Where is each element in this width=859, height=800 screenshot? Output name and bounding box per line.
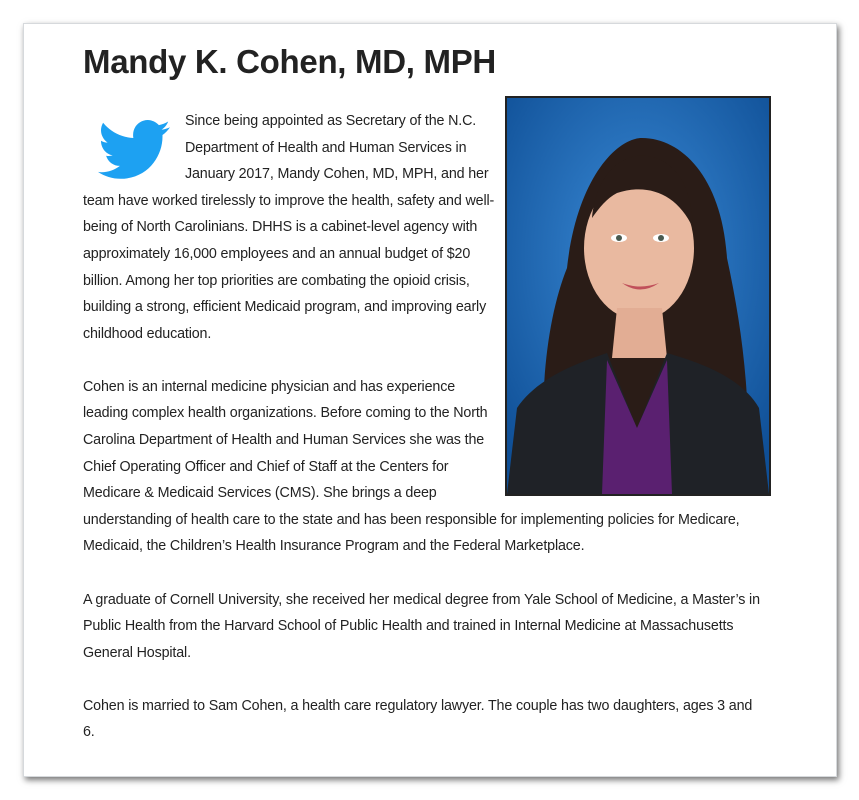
bio-paragraph-3: A graduate of Cornell University, she received her medical degree from Yale School of Medicine, a Master’s in Public Health from the Harvard School of Public Health and trained in Internal Medicine at Massachusetts General Hospital. xyxy=(83,591,760,661)
twitter-bird-icon[interactable] xyxy=(97,120,171,180)
bio-card xyxy=(23,23,837,777)
bio-paragraph-2: Cohen is an internal medicine physician and has experience leading complex health organizations. Before coming to the North Carolina Department of Health and Human Services she was the Chief Operating Officer and Chief of Staff at the Centers for Medicare & Medicaid Services (CMS). She brings a deep understanding of health care to the state and has been responsible for implementing policies for Medicare, Medicaid, the Children’s Health Insurance Program and the Federal Marketplace. xyxy=(83,378,740,555)
page-title: Mandy K. Cohen, MD, MPH xyxy=(83,43,496,80)
bio-paragraph-1: Since being appointed as Secretary of the N.C. Department of Health and Human Services in January 2017, Mandy Cohen, MD, MPH, and her team have worked tirelessly to improve the health, safety and well-being of North Carolinians. DHHS is a cabinet-level agency with approximately 16,000 employees and an annual budget of $20 billion. Among her top priorities are combating the opioid crisis, building a strong, efficient Medicaid program, and improving early childhood education. xyxy=(83,113,495,342)
bio-content xyxy=(83,38,763,772)
portrait-photo xyxy=(505,96,771,496)
bio-paragraph-4: Cohen is married to Sam Cohen, a health care regulatory lawyer. The couple has two daughters, ages 3 and 6. xyxy=(83,697,753,741)
